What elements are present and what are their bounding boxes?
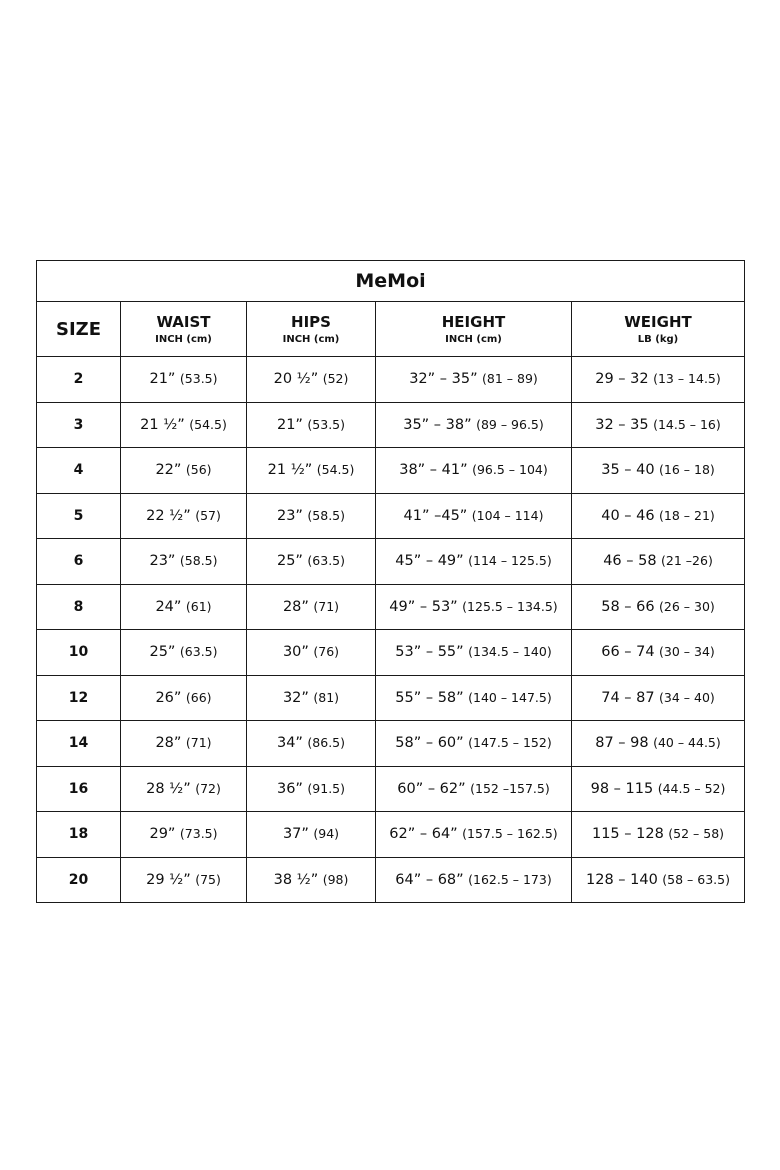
brand-row [37, 261, 745, 302]
weight-metric-value: (52 – 58) [668, 826, 725, 842]
hips-cell [247, 357, 376, 403]
table-row [37, 675, 745, 721]
weight-inch-value: 66 – 74 [601, 644, 655, 661]
weight-metric-value: (44.5 – 52) [657, 780, 726, 796]
table-row [37, 402, 745, 448]
weight-inch-value: 98 – 115 [590, 780, 654, 797]
hips-metric-value: (86.5) [307, 735, 345, 751]
height-cell [376, 402, 572, 448]
hips-cell [247, 539, 376, 585]
hips-metric-value: (52) [322, 371, 349, 387]
hips-metric-value: (91.5) [307, 780, 345, 796]
hips-metric-value: (71) [313, 598, 340, 614]
table-row [37, 493, 745, 539]
waist-cell [121, 584, 247, 630]
weight-metric-value: (26 – 30) [659, 598, 715, 614]
weight-header-unit: LB (kg) [637, 333, 679, 345]
hips-inch-value: 28” [282, 598, 309, 615]
weight-cell [572, 857, 745, 903]
waist-metric-value: (61) [185, 598, 212, 614]
hips-inch-value: 23” [276, 507, 303, 524]
size-cell: 8 [37, 584, 121, 630]
waist-header-title: WAIST [156, 312, 211, 331]
waist-inch-value: 29 ½” [146, 871, 191, 888]
size-cell: 4 [37, 448, 121, 494]
height-cell [376, 539, 572, 585]
waist-metric-value: (54.5) [189, 416, 227, 432]
waist-cell [121, 448, 247, 494]
size-cell: 3 [37, 402, 121, 448]
size-column-header: SIZE [37, 302, 121, 357]
height-metric-value: (162.5 – 173) [468, 871, 552, 887]
table-row [37, 630, 745, 676]
waist-inch-value: 21” [149, 371, 176, 388]
weight-metric-value: (30 – 34) [659, 644, 715, 660]
size-cell: 16 [37, 766, 121, 812]
height-metric-value: (81 – 89) [482, 371, 538, 387]
height-metric-value: (134.5 – 140) [468, 644, 552, 660]
table-row [37, 857, 745, 903]
hips-column-header [247, 302, 376, 357]
height-cell [376, 357, 572, 403]
waist-metric-value: (57) [195, 507, 221, 523]
weight-column-header [572, 302, 745, 357]
weight-metric-value: (13 – 14.5) [653, 371, 721, 387]
table-row [37, 584, 745, 630]
height-metric-value: (125.5 – 134.5) [462, 598, 558, 614]
height-cell [376, 584, 572, 630]
hips-cell [247, 857, 376, 903]
height-inch-value: 64” – 68” [395, 871, 464, 888]
height-inch-value: 38” – 41” [399, 462, 468, 479]
hips-inch-value: 20 ½” [273, 371, 319, 388]
table-row [37, 357, 745, 403]
waist-cell [121, 630, 247, 676]
height-inch-value: 53” – 55” [395, 644, 464, 661]
height-inch-value: 60” – 62” [397, 780, 466, 797]
weight-cell [572, 630, 745, 676]
weight-metric-value: (34 – 40) [659, 689, 715, 705]
waist-inch-value: 28” [155, 735, 182, 752]
table-row [37, 448, 745, 494]
height-metric-value: (114 – 125.5) [468, 553, 552, 569]
header-row [37, 302, 745, 357]
height-cell [376, 675, 572, 721]
height-metric-value: (104 – 114) [471, 507, 544, 523]
table-row [37, 721, 745, 767]
hips-cell [247, 448, 376, 494]
weight-metric-value: (40 – 44.5) [653, 735, 721, 751]
height-inch-value: 41” –45” [403, 507, 468, 524]
hips-metric-value: (58.5) [307, 507, 345, 523]
hips-header-unit: INCH (cm) [282, 333, 340, 345]
hips-metric-value: (81) [313, 689, 340, 705]
hips-cell [247, 493, 376, 539]
weight-inch-value: 115 – 128 [591, 826, 664, 843]
height-metric-value: (147.5 – 152) [468, 735, 552, 751]
hips-metric-value: (54.5) [316, 462, 355, 478]
hips-inch-value: 21” [276, 416, 303, 433]
waist-metric-value: (73.5) [179, 826, 218, 842]
height-cell [376, 630, 572, 676]
weight-metric-value: (18 – 21) [659, 507, 715, 523]
hips-inch-value: 30” [282, 644, 309, 661]
size-cell: 10 [37, 630, 121, 676]
weight-metric-value: (21 –26) [661, 553, 713, 569]
size-cell: 5 [37, 493, 121, 539]
weight-inch-value: 74 – 87 [601, 689, 655, 706]
hips-inch-value: 38 ½” [273, 871, 319, 888]
weight-inch-value: 29 – 32 [595, 371, 649, 388]
weight-inch-value: 87 – 98 [595, 735, 649, 752]
height-header-title: HEIGHT [441, 312, 506, 331]
weight-cell [572, 539, 745, 585]
height-inch-value: 49” – 53” [389, 598, 458, 615]
hips-header-title: HIPS [291, 312, 331, 331]
weight-cell [572, 812, 745, 858]
weight-header-title: WEIGHT [624, 312, 692, 331]
height-cell [376, 812, 572, 858]
hips-inch-value: 37” [282, 826, 309, 843]
waist-metric-value: (75) [195, 871, 221, 887]
size-rows [37, 357, 745, 903]
height-inch-value: 58” – 60” [395, 735, 464, 752]
weight-cell [572, 448, 745, 494]
waist-metric-value: (72) [195, 780, 221, 796]
height-cell [376, 493, 572, 539]
weight-inch-value: 46 – 58 [603, 553, 657, 570]
hips-cell [247, 584, 376, 630]
height-cell [376, 721, 572, 767]
height-header-unit: INCH (cm) [445, 333, 502, 345]
table-row [37, 812, 745, 858]
waist-inch-value: 23” [149, 553, 176, 570]
weight-inch-value: 128 – 140 [586, 871, 658, 888]
hips-cell [247, 630, 376, 676]
waist-cell [121, 766, 247, 812]
hips-cell [247, 402, 376, 448]
weight-inch-value: 58 – 66 [601, 598, 655, 615]
height-inch-value: 32” – 35” [409, 371, 478, 388]
size-cell: 6 [37, 539, 121, 585]
waist-cell [121, 812, 247, 858]
hips-inch-value: 36” [276, 780, 303, 797]
weight-inch-value: 32 – 35 [595, 416, 649, 433]
waist-cell [121, 357, 247, 403]
weight-inch-value: 35 – 40 [601, 462, 655, 479]
hips-cell [247, 812, 376, 858]
height-metric-value: (157.5 – 162.5) [462, 826, 558, 842]
hips-metric-value: (76) [313, 644, 340, 660]
hips-inch-value: 32” [282, 689, 309, 706]
waist-cell [121, 539, 247, 585]
height-cell [376, 448, 572, 494]
hips-metric-value: (53.5) [307, 416, 345, 432]
weight-cell [572, 721, 745, 767]
weight-cell [572, 402, 745, 448]
waist-cell [121, 402, 247, 448]
size-cell: 20 [37, 857, 121, 903]
waist-cell [121, 675, 247, 721]
hips-inch-value: 21 ½” [267, 462, 313, 479]
waist-inch-value: 24” [155, 598, 182, 615]
waist-inch-value: 26” [155, 689, 182, 706]
size-cell: 2 [37, 357, 121, 403]
height-inch-value: 55” – 58” [395, 689, 464, 706]
waist-inch-value: 22 ½” [146, 507, 191, 524]
waist-cell [121, 721, 247, 767]
table-row [37, 539, 745, 585]
hips-inch-value: 25” [276, 553, 303, 570]
hips-cell [247, 766, 376, 812]
hips-cell [247, 675, 376, 721]
size-cell: 18 [37, 812, 121, 858]
waist-inch-value: 28 ½” [146, 780, 191, 797]
waist-inch-value: 25” [149, 644, 176, 661]
hips-inch-value: 34” [276, 735, 303, 752]
weight-cell [572, 584, 745, 630]
height-inch-value: 62” – 64” [389, 826, 458, 843]
waist-column-header [121, 302, 247, 357]
height-metric-value: (152 –157.5) [470, 780, 550, 796]
weight-cell [572, 675, 745, 721]
waist-metric-value: (58.5) [179, 553, 218, 569]
waist-metric-value: (63.5) [179, 644, 218, 660]
table-row [37, 766, 745, 812]
weight-cell [572, 357, 745, 403]
waist-metric-value: (66) [185, 689, 212, 705]
height-metric-value: (89 – 96.5) [476, 416, 544, 432]
waist-inch-value: 29” [149, 826, 176, 843]
waist-inch-value: 21 ½” [140, 416, 185, 433]
height-cell [376, 766, 572, 812]
height-metric-value: (96.5 – 104) [472, 462, 548, 478]
height-inch-value: 45” – 49” [395, 553, 464, 570]
weight-metric-value: (58 – 63.5) [662, 871, 730, 887]
hips-metric-value: (94) [313, 826, 340, 842]
weight-cell [572, 766, 745, 812]
weight-metric-value: (16 – 18) [659, 462, 715, 478]
hips-cell [247, 721, 376, 767]
weight-inch-value: 40 – 46 [601, 507, 655, 524]
waist-metric-value: (56) [185, 462, 212, 478]
size-cell: 14 [37, 721, 121, 767]
brand-title: MeMoi [37, 261, 745, 302]
height-column-header [376, 302, 572, 357]
hips-metric-value: (63.5) [307, 553, 345, 569]
hips-metric-value: (98) [322, 871, 349, 887]
height-metric-value: (140 – 147.5) [468, 689, 552, 705]
waist-header-unit: INCH (cm) [155, 333, 212, 345]
waist-cell [121, 493, 247, 539]
waist-cell [121, 857, 247, 903]
weight-cell [572, 493, 745, 539]
height-inch-value: 35” – 38” [403, 416, 472, 433]
height-cell [376, 857, 572, 903]
waist-metric-value: (53.5) [179, 371, 218, 387]
weight-metric-value: (14.5 – 16) [653, 416, 721, 432]
size-chart-table [36, 260, 745, 903]
waist-inch-value: 22” [155, 462, 182, 479]
size-cell: 12 [37, 675, 121, 721]
waist-metric-value: (71) [185, 735, 212, 751]
